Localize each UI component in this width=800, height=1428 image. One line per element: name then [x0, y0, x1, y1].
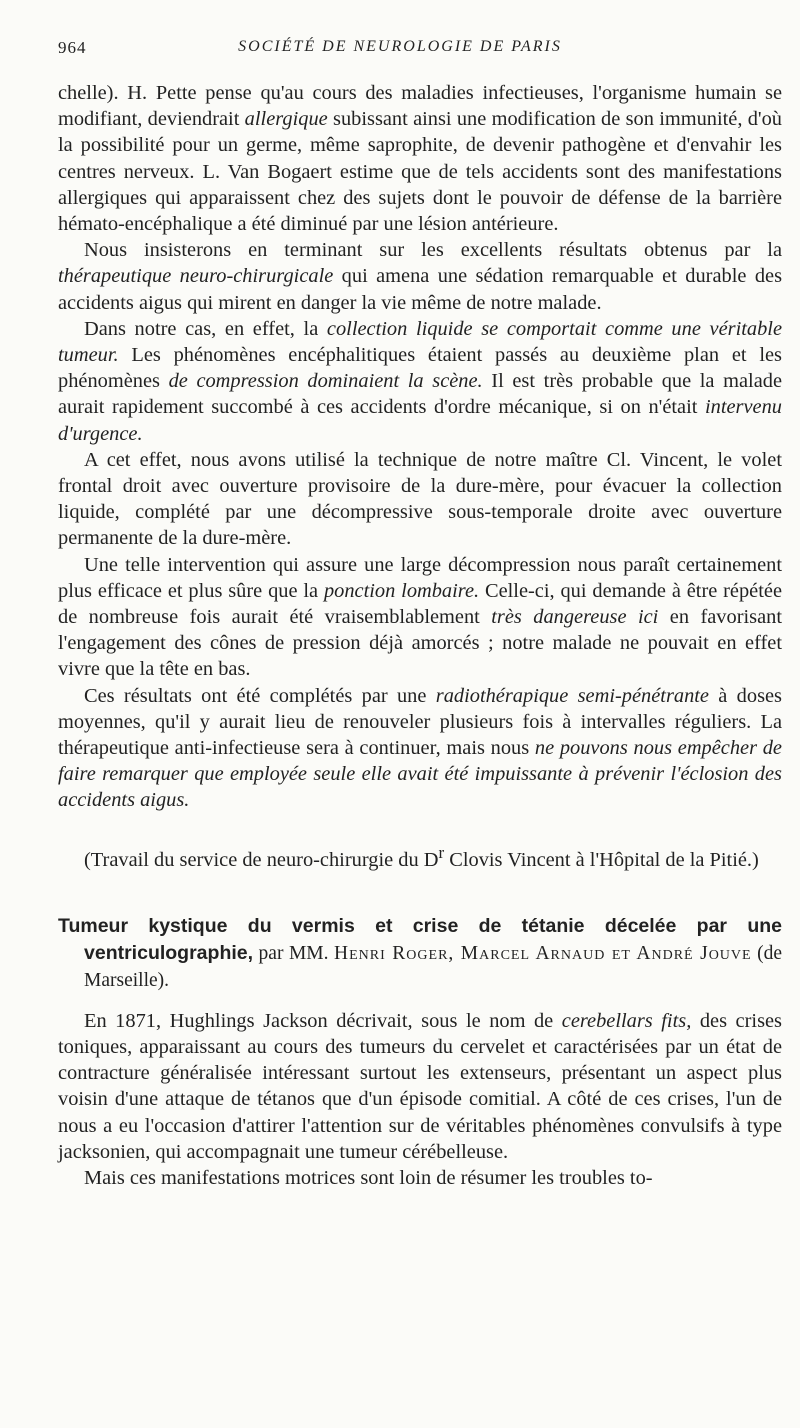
text-span: Clovis Vincent à l'Hôpital de la Pitié.) [444, 848, 759, 871]
italic-span: allergique [244, 108, 328, 131]
text-span: Celle-ci, qui demande à être répétée de nombreuse fois aurait été vraisemblablement [58, 579, 782, 629]
text-span: Il est très probable que la malade aurait rapidement succombé à ces accidents d'ordre mécanique, si on n'était [58, 370, 782, 419]
paragraph-2 [58, 237, 782, 316]
footnote-credit [58, 840, 782, 873]
italic-span: intervenu d'urgence. [58, 396, 782, 445]
paragraph-1 [58, 80, 782, 237]
paragraph-5 [58, 552, 782, 683]
paragraph-4: A cet effet, nous avons utilisé la technique de notre maître Cl. Vincent, le volet frontal droit avec ouverture provisoire de la dure-mère, pour évacuer la collection liquide, complété par une décompressive sous-temporale droite avec ouverture permanente de la dure-mère. [58, 448, 782, 550]
text-span: en favorisant l'engagement des cônes de pression déjà amorcés ; notre malade ne pouvait en effet vivre que la tête en bas. [58, 606, 782, 681]
italic-span: ne pouvons nous empêcher de faire remarquer que employée seule elle avait été impuissante à prévenir l'éclosion des accidents aigus. [58, 737, 782, 812]
text-span: Dans notre cas, en effet, la [84, 317, 327, 340]
text-span: (Travail du service de neuro-chirurgie du D [84, 848, 439, 871]
text-span: subissant ainsi une modification de son immunité, d'où la possibilité pour un germe, même saprophite, de devenir pathogène et d'envahir les centres nerveux. L. Van Bogaert estime que de tels accidents sont des manifestations allergiques qui apparaissent chez des sujets dont le pouvoir de défense de la barrière hémato-encéphalique a été diminué par une lésion antérieure. [58, 108, 782, 236]
text-span: Ces résultats ont été complétés par une [84, 684, 436, 707]
byline: par MM. [253, 942, 335, 964]
italic-span: très dangereuse ici [491, 606, 659, 629]
page-number: 964 [58, 38, 87, 57]
text-span: des crises toniques, apparaissant au cours des tumeurs du cervelet et caractérisées par un état de contracture généralisée intéressant surtout les extenseurs, présentant un aspect plus voisin d'une attaque de tétanos que d'un épisode comitial. A côté de ces crises, l'un de nous a eu l'occasion d'attirer l'attention sur de véritables phénomènes convulsifs à type jacksonien, qui accompagnait une tumeur cérébelleuse. [58, 1009, 782, 1163]
paragraph-3 [58, 316, 782, 447]
paragraph-6 [58, 683, 782, 814]
italic-span: thérapeutique neuro-chirurgicale [58, 265, 334, 288]
text-span: qui amena une sédation remarquable et durable des accidents aigus qui mirent en danger la vie même de notre malade. [58, 265, 782, 314]
authors: Henri Roger, Marcel Arnaud et André Jouve [334, 942, 752, 964]
italic-span: ponction lombaire. [323, 579, 480, 602]
text-span: chelle). H. Pette pense qu'au cours des maladies infectieuses, l'organisme humain se modifiant, deviendrait [58, 82, 782, 131]
text-span: Nous insisterons en terminant sur les excellents résultats obtenus par la [84, 239, 782, 262]
body-text [58, 80, 782, 1191]
paragraph-8: Mais ces manifestations motrices sont loin de résumer les troubles to- [84, 1166, 653, 1189]
text-span: Une telle intervention qui assure une large décompression nous paraît certainement plus efficace et plus sûre que la [58, 553, 782, 602]
italic-span: cerebellars fits, [561, 1009, 692, 1032]
italic-span: radiothérapique semi-pénétrante [435, 684, 709, 707]
running-title: SOCIÉTÉ DE NEUROLOGIE DE PARIS [238, 38, 562, 55]
section-title [58, 913, 782, 994]
italic-span: collection liquide se comportait comme une véritable tumeur. [58, 317, 782, 367]
paragraph-7 [58, 1008, 782, 1165]
affiliation: (de Marseille). [84, 942, 782, 991]
text-span: Les phénomènes encéphalitiques étaient passés au deuxième plan et les phénomènes [58, 344, 782, 393]
section-heading: Tumeur kystique du vermis et crise de tétanie décelée par une ventriculographie, [58, 914, 782, 964]
text-span: En 1871, Hughlings Jackson décrivait, sous le nom de [84, 1009, 562, 1032]
italic-span: de compression dominaient la scène. [168, 370, 483, 393]
text-span: à doses moyennes, qu'il y aurait lieu de renouveler plusieurs fois à intervalles réguliers. La thérapeutique anti-infectieuse sera à continuer, mais nous [58, 684, 782, 760]
superscript: r [438, 842, 445, 862]
